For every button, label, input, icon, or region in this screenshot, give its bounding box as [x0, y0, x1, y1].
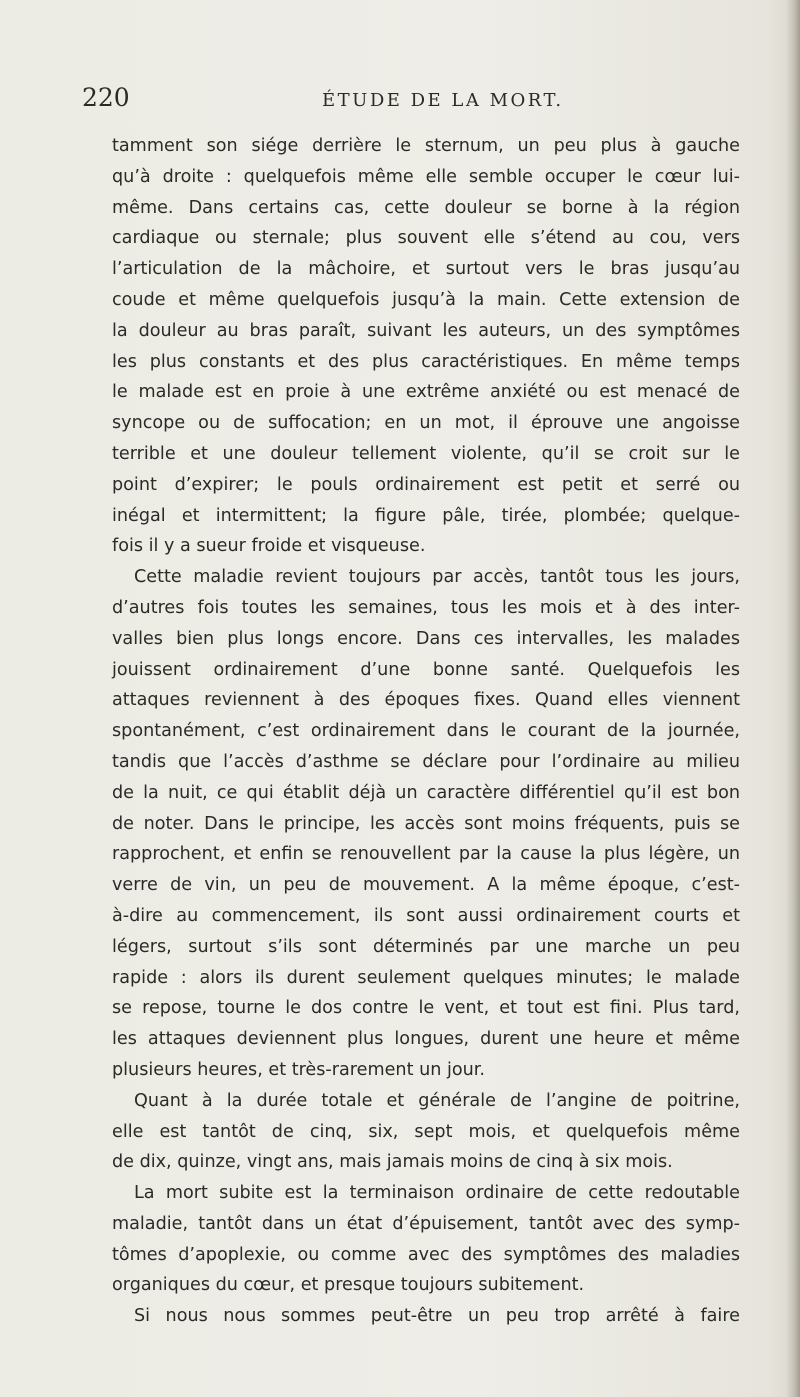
- text-line: qu’à droite : quelquefois même elle semble occuper le cœur lui-: [112, 166, 740, 187]
- page-edge-shadow: [786, 0, 800, 1397]
- text-line: verre de vin, un peu de mouvement. A la même époque, c’est-: [112, 875, 740, 896]
- text-line: le malade est en proie à une extrême anxiété ou est menacé de: [112, 382, 740, 403]
- text-line: la douleur au bras paraît, suivant les auteurs, un des symptômes: [112, 320, 740, 341]
- text-line: Quant à la durée totale et générale de l’angine de poitrine,: [134, 1090, 740, 1111]
- text-line: elle est tantôt de cinq, six, sept mois, et quelquefois même: [112, 1121, 740, 1142]
- text-line: point d’expirer; le pouls ordinairement est petit et serré ou: [112, 474, 740, 495]
- text-line: à-dire au commencement, ils sont aussi ordinairement courts et: [112, 905, 740, 926]
- text-line: maladie, tantôt dans un état d’épuisement, tantôt avec des symp-: [112, 1213, 740, 1234]
- text-line: inégal et intermittent; la figure pâle, tirée, plombée; quelque-: [112, 505, 740, 526]
- text-line: rapide : alors ils durent seulement quelques minutes; le malade: [112, 967, 740, 988]
- text-line: attaques reviennent à des époques fixes. Quand elles viennent: [112, 690, 740, 711]
- page-number: 220: [82, 83, 130, 112]
- text-line: de noter. Dans le principe, les accès sont moins fréquents, puis se: [112, 813, 740, 834]
- text-line: Si nous nous sommes peut-être un peu trop arrêté à faire: [134, 1306, 740, 1327]
- text-line: tandis que l’accès d’asthme se déclare pour l’ordinaire au milieu: [112, 751, 740, 772]
- body-text: [112, 131, 740, 1332]
- text-line: La mort subite est la terminaison ordinaire de cette redoutable: [134, 1183, 740, 1204]
- text-line: coude et même quelquefois jusqu’à la main. Cette extension de: [112, 289, 740, 310]
- text-line: légers, surtout s’ils sont déterminés par une marche un peu: [112, 936, 740, 957]
- text-line: l’articulation de la mâchoire, et surtout vers le bras jusqu’au: [112, 259, 740, 280]
- text-line: valles bien plus longs encore. Dans ces intervalles, les malades: [112, 628, 740, 649]
- text-line: syncope ou de suffocation; en un mot, il éprouve une angoisse: [112, 413, 740, 434]
- text-line: les plus constants et des plus caractéristiques. En même temps: [112, 351, 740, 372]
- running-head: ÉTUDE DE LA MORT.: [322, 90, 564, 111]
- text-line: cardiaque ou sternale; plus souvent elle s’étend au cou, vers: [112, 228, 740, 249]
- text-line: tamment son siége derrière le sternum, un peu plus à gauche: [112, 136, 740, 156]
- text-line: d’autres fois toutes les semaines, tous les mois et à des inter-: [112, 597, 740, 618]
- text-line: jouissent ordinairement d’une bonne santé. Quelquefois les: [112, 659, 740, 680]
- text-line: organiques du cœur, et presque toujours subitement.: [112, 1275, 585, 1296]
- text-line: même. Dans certains cas, cette douleur se borne à la région: [112, 197, 740, 218]
- page-header: [82, 83, 702, 117]
- text-line: les attaques deviennent plus longues, durent une heure et même: [112, 1029, 740, 1050]
- text-line: de dix, quinze, vingt ans, mais jamais moins de cinq à six mois.: [112, 1152, 673, 1173]
- text-line: Cette maladie revient toujours par accès, tantôt tous les jours,: [134, 567, 740, 588]
- text-line: de la nuit, ce qui établit déjà un caractère différentiel qu’il est bon: [112, 782, 740, 803]
- text-line: se repose, tourne le dos contre le vent, et tout est fini. Plus tard,: [112, 998, 740, 1019]
- text-line: fois il y a sueur froide et visqueuse.: [112, 536, 426, 557]
- text-line: spontanément, c’est ordinairement dans le courant de la journée,: [112, 721, 740, 742]
- text-line: tômes d’apoplexie, ou comme avec des symptômes des maladies: [112, 1244, 740, 1265]
- text-line: plusieurs heures, et très-rarement un jour.: [112, 1059, 485, 1080]
- text-line: rapprochent, et enfin se renouvellent par la cause la plus légère, un: [112, 844, 740, 865]
- text-line: terrible et une douleur tellement violente, qu’il se croit sur le: [112, 443, 740, 464]
